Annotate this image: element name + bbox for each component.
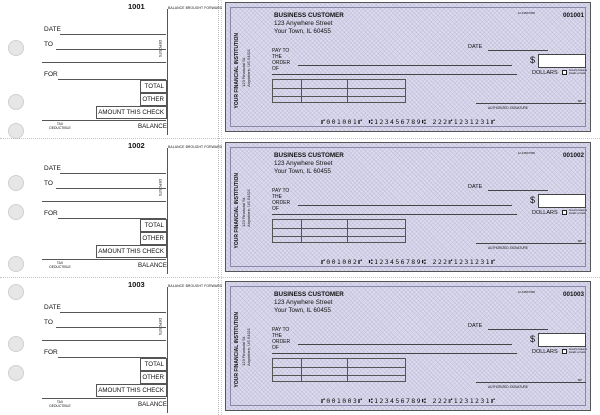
signature-line (476, 382, 586, 383)
customer-street: 123 Anywhere Street (274, 160, 333, 167)
stub-to-line-2 (42, 201, 166, 202)
stub-to-line-2 (42, 340, 166, 341)
stub-total-row (140, 219, 167, 232)
stub-date-label: DATE (44, 26, 61, 33)
micr-line: ⑈001001⑈ ⑆123456789⑆ 222⑈1231231⑈ (321, 118, 497, 126)
stub-amount-label: AMOUNT THIS CHECK (98, 109, 164, 116)
memo-grid-divider (301, 220, 302, 242)
stub-other-label: OTHER (142, 235, 164, 242)
stub-for-label: FOR (44, 349, 58, 356)
stub-total-label: TOTAL (144, 361, 164, 368)
signature-line (476, 243, 586, 244)
stub-to-label: TO (44, 180, 53, 187)
stub-tax-deductible-label: TAX DEDUCTIBLE (49, 122, 71, 130)
customer-name: BUSINESS CUSTOMER (274, 152, 344, 159)
amount-words-line (272, 214, 517, 215)
stub-amount-row (96, 106, 167, 119)
stub-to-label: TO (44, 319, 53, 326)
routing-fraction: 12-3456/7890 (517, 290, 535, 294)
stub-other-row (140, 371, 167, 384)
stub-date-label: DATE (44, 165, 61, 172)
mp-label: MP (577, 99, 582, 103)
check-date-label: DATE (468, 323, 483, 329)
authorized-signature-label: AUTHORIZED SIGNATURE (488, 385, 528, 389)
customer-name: BUSINESS CUSTOMER (274, 12, 344, 19)
balance-brought-forward-label: BALANCE BROUGHT FORWARD (168, 284, 223, 288)
stub-tax-line (42, 120, 166, 121)
stub-tax-deductible-label: TAX DEDUCTIBLE (49, 261, 71, 269)
security-features-text: Security features. Details on back. (569, 69, 588, 75)
security-features-text: Security features. Details on back. (569, 348, 588, 354)
bank-city: Anywhere, US 54321 (246, 49, 251, 87)
check-date-line (488, 50, 548, 51)
dollar-sign: $ (530, 55, 536, 65)
stub-amount-column (167, 287, 168, 413)
stub-check-number: 1002 (128, 141, 145, 150)
customer-street: 123 Anywhere Street (274, 20, 333, 27)
check-001002 (225, 142, 591, 272)
stub-amount-row (96, 245, 167, 258)
check-number: 001002 (562, 152, 584, 159)
pay-to-label: PAY TO THE ORDER OF (272, 188, 291, 212)
check-date-line (488, 190, 548, 191)
memo-grid (272, 219, 406, 243)
dollars-label: DOLLARS (532, 210, 558, 216)
check-stub-1002 (0, 139, 223, 277)
stub-date-label: DATE (44, 304, 61, 311)
stub-tax-deductible-label: TAX DEDUCTIBLE (49, 400, 71, 408)
deposits-label: DEPOSITS (158, 318, 162, 336)
bank-city: Anywhere, US 54321 (246, 189, 251, 227)
stub-to-line (56, 188, 166, 189)
dollars-label: DOLLARS (532, 70, 558, 76)
stub-other-row (140, 232, 167, 245)
memo-grid-row (273, 88, 405, 89)
amount-box (538, 333, 586, 347)
stub-amount-column (167, 148, 168, 274)
amount-box (538, 54, 586, 68)
dollars-label: DOLLARS (532, 349, 558, 355)
dollar-sign: $ (530, 334, 536, 344)
check-date-label: DATE (468, 184, 483, 190)
bank-address (241, 189, 251, 227)
memo-grid-row (273, 375, 405, 376)
stub-tax-line (42, 398, 166, 399)
pay-to-label: PAY TO THE ORDER OF (272, 327, 291, 351)
routing-fraction: 12-3456/7890 (517, 151, 535, 155)
deposits-label: DEPOSITS (158, 40, 162, 58)
check-date-line (488, 329, 548, 330)
memo-grid-row (273, 228, 405, 229)
amount-words-line (272, 353, 517, 354)
memo-grid-divider (347, 220, 348, 242)
memo-grid-row (273, 96, 405, 97)
check-stub-1001 (0, 0, 223, 138)
stub-date-line (60, 34, 166, 35)
stub-for-label: FOR (44, 71, 58, 78)
mp-label: MP (577, 239, 582, 243)
stub-other-label: OTHER (142, 374, 164, 381)
deposits-label: DEPOSITS (158, 179, 162, 197)
stub-total-label: TOTAL (144, 83, 164, 90)
stub-to-label: TO (44, 41, 53, 48)
stub-balance-label: BALANCE (138, 262, 167, 269)
bank-name: YOUR FINANCIAL INSTITUTION (234, 312, 240, 388)
bank-street: 123 Financial St. (241, 197, 246, 227)
stub-total-row (140, 358, 167, 371)
lock-icon (562, 70, 567, 75)
customer-city: Your Town, IL 60455 (274, 307, 331, 314)
stub-to-line-2 (42, 62, 166, 63)
bank-address (241, 328, 251, 366)
stub-date-line (60, 173, 166, 174)
check-001001 (225, 2, 591, 132)
memo-grid-divider (301, 359, 302, 381)
memo-grid-divider (301, 80, 302, 102)
check-date-label: DATE (468, 44, 483, 50)
payee-line (298, 205, 512, 206)
security-features-text: Security features. Details on back. (569, 209, 588, 215)
authorized-signature-label: AUTHORIZED SIGNATURE (488, 246, 528, 250)
stub-balance-label: BALANCE (138, 123, 167, 130)
routing-fraction: 12-3456/7890 (517, 11, 535, 15)
bank-name: YOUR FINANCIAL INSTITUTION (234, 33, 240, 109)
check-number: 001003 (562, 291, 584, 298)
stub-total-label: TOTAL (144, 222, 164, 229)
amount-words-line (272, 74, 517, 75)
bank-street: 123 Financial St. (241, 57, 246, 87)
stub-to-line (56, 327, 166, 328)
stub-check-number: 1001 (128, 2, 145, 11)
stub-date-line (60, 312, 166, 313)
customer-city: Your Town, IL 60455 (274, 168, 331, 175)
customer-city: Your Town, IL 60455 (274, 28, 331, 35)
stub-for-label: FOR (44, 210, 58, 217)
stub-amount-label: AMOUNT THIS CHECK (98, 387, 164, 394)
lock-icon (562, 349, 567, 354)
memo-grid (272, 358, 406, 382)
stub-balance-label: BALANCE (138, 401, 167, 408)
signature-line (476, 103, 586, 104)
payee-line (298, 344, 512, 345)
memo-grid-divider (347, 80, 348, 102)
stub-amount-row (96, 384, 167, 397)
authorized-signature-label: AUTHORIZED SIGNATURE (488, 106, 528, 110)
vertical-perforation (218, 0, 222, 415)
balance-brought-forward-label: BALANCE BROUGHT FORWARD (168, 145, 223, 149)
bank-address (241, 49, 251, 87)
bank-name: YOUR FINANCIAL INSTITUTION (234, 173, 240, 249)
micr-line: ⑈001003⑈ ⑆123456789⑆ 222⑈1231231⑈ (321, 397, 497, 405)
stub-other-label: OTHER (142, 96, 164, 103)
customer-name: BUSINESS CUSTOMER (274, 291, 344, 298)
micr-line: ⑈001002⑈ ⑆123456789⑆ 222⑈1231231⑈ (321, 258, 497, 266)
stub-to-line (56, 49, 166, 50)
stub-tax-line (42, 259, 166, 260)
stub-total-row (140, 80, 167, 93)
amount-box (538, 194, 586, 208)
memo-grid-row (273, 367, 405, 368)
lock-icon (562, 210, 567, 215)
stub-amount-column (167, 9, 168, 135)
stub-other-row (140, 93, 167, 106)
mp-label: MP (577, 378, 582, 382)
check-001003 (225, 281, 591, 411)
balance-brought-forward-label: BALANCE BROUGHT FORWARD (168, 6, 223, 10)
pay-to-label: PAY TO THE ORDER OF (272, 48, 291, 72)
stub-amount-label: AMOUNT THIS CHECK (98, 248, 164, 255)
memo-grid-row (273, 236, 405, 237)
customer-street: 123 Anywhere Street (274, 299, 333, 306)
dollar-sign: $ (530, 195, 536, 205)
memo-grid-divider (347, 359, 348, 381)
memo-grid (272, 79, 406, 103)
check-number: 001001 (562, 12, 584, 19)
stub-check-number: 1003 (128, 280, 145, 289)
bank-street: 123 Financial St. (241, 336, 246, 366)
bank-city: Anywhere, US 54321 (246, 328, 251, 366)
payee-line (298, 65, 512, 66)
check-stub-1003 (0, 278, 223, 415)
